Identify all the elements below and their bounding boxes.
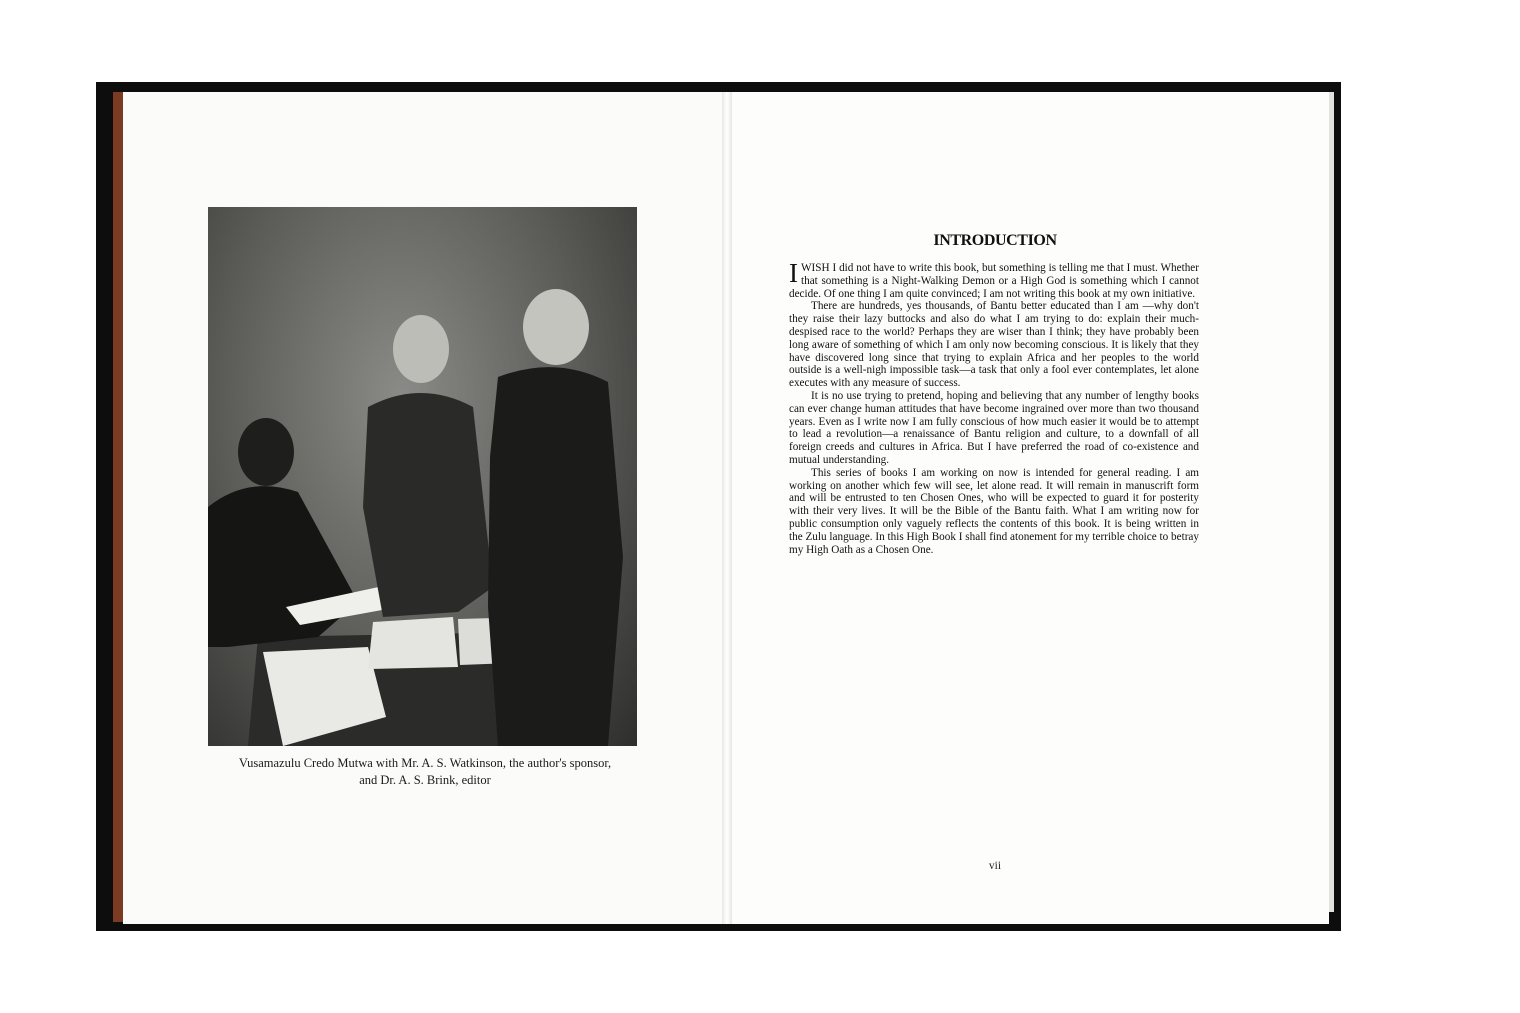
seated-man-head bbox=[238, 418, 294, 486]
paragraph-2: There are hundreds, yes thousands, of Bantu better educated than I am —why don't they raise their lazy buttocks and also do what I am trying to do: explain their much-despised race to the world? Perhaps they are wiser than I think; they have probably been long aware of something of which I am only now becoming conscious. It is likely that they have discovered long since that trying to explain Africa and her peoples to the world outside is a well-nigh impossible task—a task that only a fool ever contemplates, let alone executes with any measure of success. bbox=[789, 300, 1199, 390]
page-number: vii bbox=[988, 860, 1002, 872]
paragraph-1 bbox=[789, 258, 1199, 300]
chapter-title: INTRODUCTION bbox=[933, 232, 1057, 249]
frontispiece-photograph bbox=[208, 207, 637, 746]
book-gutter bbox=[722, 92, 732, 924]
page-edge bbox=[1329, 92, 1334, 912]
manuscript-stack bbox=[368, 617, 458, 669]
drop-cap: I bbox=[789, 258, 798, 288]
paragraph-4: This series of books I am working on now is intended for general reading. I am working on another which few will see, let alone read. It will remain in manuscrift form and will be entrusted to ten Chosen Ones, who will be expected to guard it for posterity with their very lives. It will be the Bible of the Bantu faith. What I am writing now for public consumption only vaguely reflects the contents of this book. It is being written in the Zulu language. In this High Book I shall find atonement for my terrible choice to betray my High Oath as a Chosen One. bbox=[789, 466, 1199, 556]
caption-line-1: Vusamazulu Credo Mutwa with Mr. A. S. Watkinson, the author's sponsor, bbox=[238, 756, 612, 770]
book-cover-edge bbox=[113, 92, 123, 922]
standing-man-head bbox=[523, 289, 589, 365]
introduction-text bbox=[789, 258, 1199, 556]
standing-man-body bbox=[488, 367, 623, 746]
caption-line-2: and Dr. A. S. Brink, editor bbox=[359, 773, 491, 787]
paragraph-3: It is no use trying to pretend, hoping and believing that any number of lengthy books can ever change human attitudes that have become ingrained over more than two thousand years. Even as I write now I am fully conscious of how much easier it would be to attempt to lead a revolution—a renaissance of Bantu religion and culture, to a downfall of all foreign creeds and cultures in Africa. But I have preferred the road of co-existence and mutual understanding. bbox=[789, 389, 1199, 466]
paragraph-1-text: WISH I did not have to write this book, but something is telling me that I must. Whether that something is a Night-Walking Demon or a High God is something which I cannot decide. Of one thing I am quite convinced; I am not writing this book at my own initiative. bbox=[789, 262, 1199, 300]
seated-man-body bbox=[208, 486, 358, 647]
photo-caption bbox=[210, 755, 640, 789]
middle-man-head bbox=[393, 315, 449, 383]
middle-man-body bbox=[363, 393, 493, 617]
